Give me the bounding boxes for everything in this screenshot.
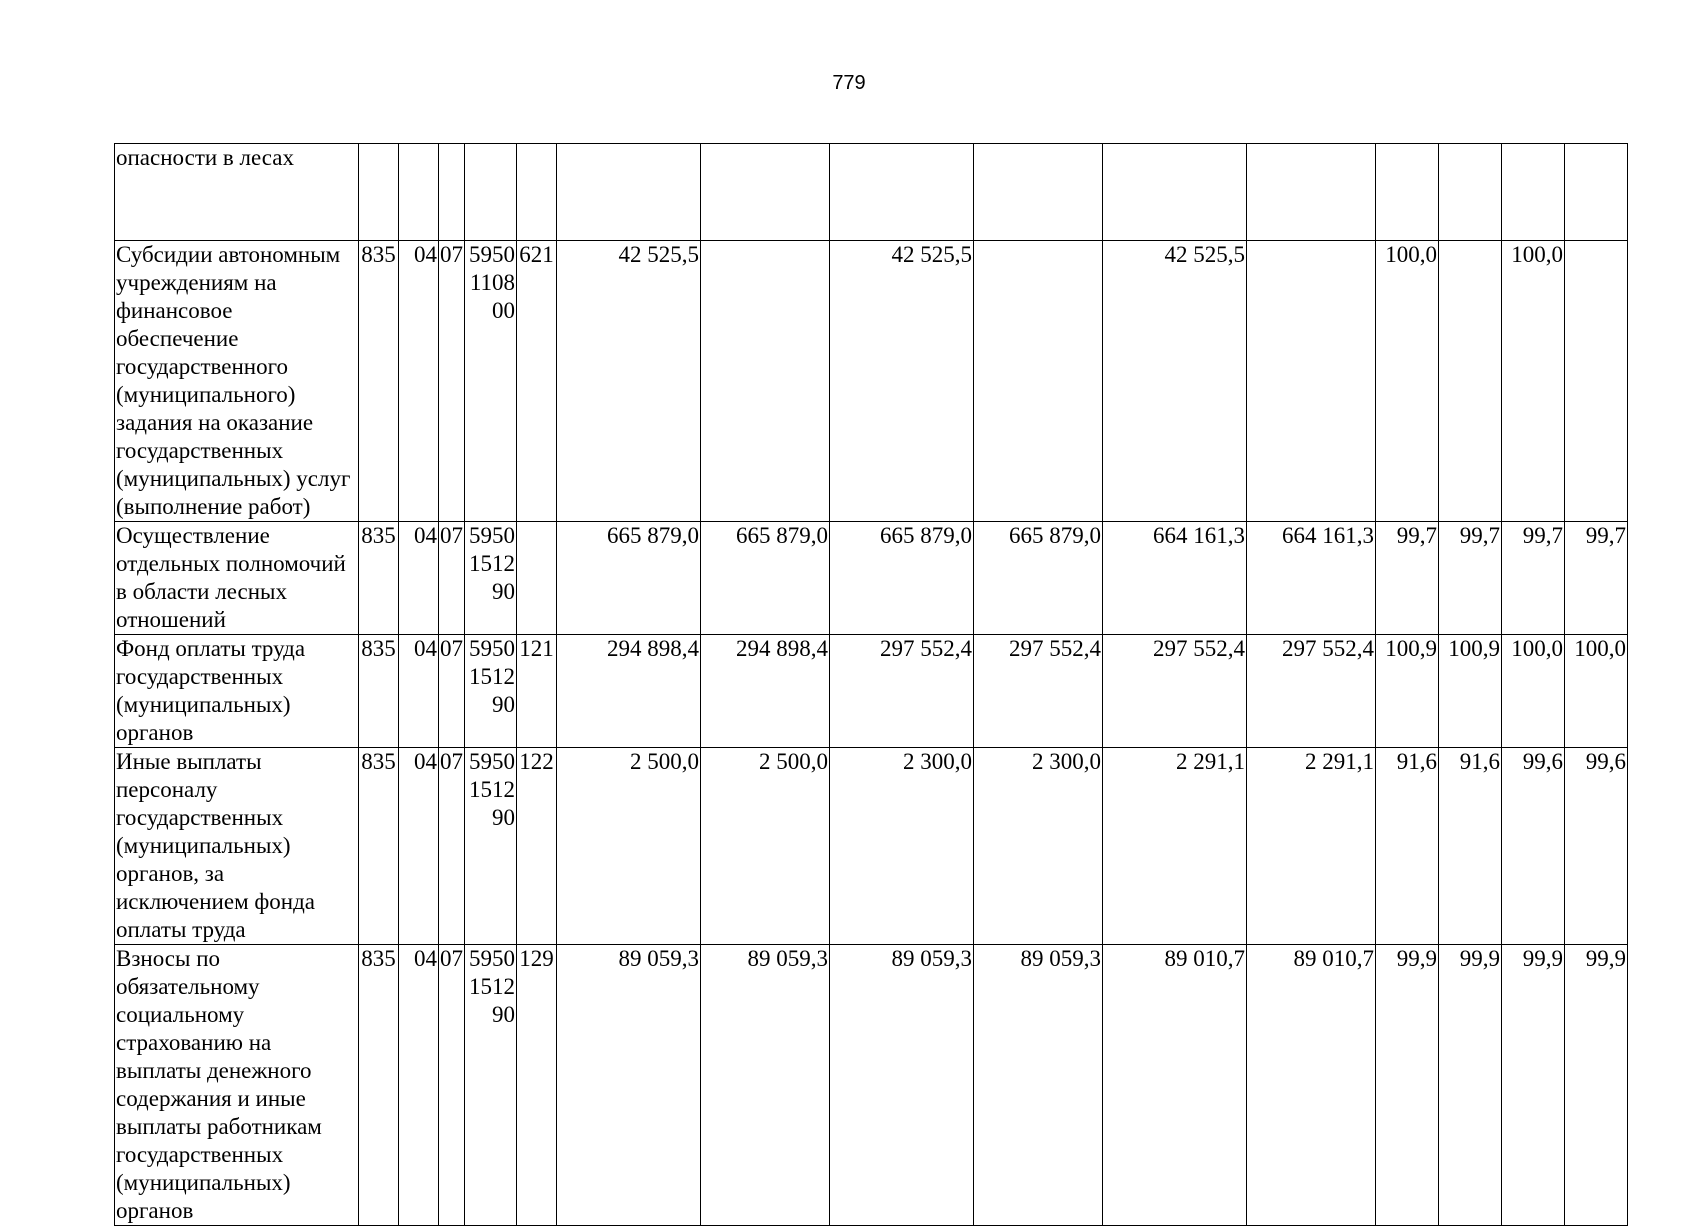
percent-cell: 99,6 [1502, 748, 1565, 945]
percent-cell: 100,9 [1376, 635, 1439, 748]
percent-cell: 99,7 [1439, 522, 1502, 635]
amount-cell: 89 059,3 [830, 945, 974, 1226]
target-article-line: 5950 [469, 749, 515, 774]
amount-cell: 42 525,5 [557, 241, 701, 522]
percent-cell [1565, 241, 1628, 522]
subsection-code: 07 [439, 945, 465, 1226]
section-code [399, 144, 439, 241]
target-article-code [465, 522, 517, 635]
amount-cell: 42 525,5 [1103, 241, 1247, 522]
amount-cell: 297 552,4 [830, 635, 974, 748]
amount-cell [974, 144, 1103, 241]
amount-cell: 664 161,3 [1103, 522, 1247, 635]
percent-cell: 100,0 [1502, 635, 1565, 748]
percent-cell: 99,7 [1502, 522, 1565, 635]
percent-cell: 91,6 [1439, 748, 1502, 945]
grbs-code: 835 [359, 748, 399, 945]
amount-cell: 2 300,0 [830, 748, 974, 945]
percent-cell [1439, 241, 1502, 522]
expense-type-code: 121 [517, 635, 557, 748]
target-article-line: 90 [492, 805, 515, 830]
amount-cell: 89 059,3 [974, 945, 1103, 1226]
table-row [115, 945, 1628, 1226]
percent-cell [1439, 144, 1502, 241]
target-article-line: 00 [492, 298, 515, 323]
amount-cell: 89 010,7 [1247, 945, 1376, 1226]
row-name: Субсидии автономным учреждениям на финансовое обеспечение государственного (муниципального) задания на оказание государственных (муниципальных) услуг (выполнение работ) [115, 241, 359, 522]
table-row [115, 748, 1628, 945]
amount-cell: 297 552,4 [974, 635, 1103, 748]
amount-cell: 89 059,3 [701, 945, 830, 1226]
page-number: 779 [832, 72, 866, 94]
section-code: 04 [399, 945, 439, 1226]
grbs-code: 835 [359, 522, 399, 635]
percent-cell: 99,6 [1565, 748, 1628, 945]
expense-type-code: 621 [517, 241, 557, 522]
amount-cell: 294 898,4 [557, 635, 701, 748]
target-article-line: 5950 [469, 636, 515, 661]
amount-cell [701, 241, 830, 522]
amount-cell [1247, 144, 1376, 241]
percent-cell: 99,9 [1502, 945, 1565, 1226]
percent-cell: 100,0 [1502, 241, 1565, 522]
subsection-code [439, 144, 465, 241]
percent-cell: 100,0 [1565, 635, 1628, 748]
amount-cell: 297 552,4 [1247, 635, 1376, 748]
table-row [115, 522, 1628, 635]
amount-cell: 2 291,1 [1247, 748, 1376, 945]
grbs-code: 835 [359, 241, 399, 522]
target-article-line: 1108 [469, 270, 515, 295]
amount-cell: 665 879,0 [701, 522, 830, 635]
subsection-code: 07 [439, 522, 465, 635]
expense-type-code: 122 [517, 748, 557, 945]
amount-cell: 89 059,3 [557, 945, 701, 1226]
amount-cell: 294 898,4 [701, 635, 830, 748]
subsection-code: 07 [439, 748, 465, 945]
amount-cell: 2 500,0 [701, 748, 830, 945]
percent-cell [1376, 144, 1439, 241]
amount-cell [701, 144, 830, 241]
section-code: 04 [399, 748, 439, 945]
subsection-code: 07 [439, 241, 465, 522]
target-article-code [465, 945, 517, 1226]
percent-cell: 100,0 [1376, 241, 1439, 522]
row-name: опасности в лесах [115, 144, 359, 241]
target-article-line: 1512 [469, 664, 515, 689]
section-code: 04 [399, 635, 439, 748]
target-article-line: 1512 [469, 551, 515, 576]
amount-cell: 89 010,7 [1103, 945, 1247, 1226]
amount-cell: 42 525,5 [830, 241, 974, 522]
amount-cell: 665 879,0 [830, 522, 974, 635]
row-name: Осуществление отдельных полномочий в области лесных отношений [115, 522, 359, 635]
target-article-code [465, 144, 517, 241]
expense-type-code [517, 144, 557, 241]
amount-cell: 665 879,0 [557, 522, 701, 635]
percent-cell: 99,9 [1439, 945, 1502, 1226]
grbs-code: 835 [359, 945, 399, 1226]
target-article-code [465, 241, 517, 522]
target-article-code [465, 635, 517, 748]
amount-cell: 665 879,0 [974, 522, 1103, 635]
percent-cell: 100,9 [1439, 635, 1502, 748]
amount-cell [557, 144, 701, 241]
percent-cell: 99,9 [1376, 945, 1439, 1226]
row-name: Фонд оплаты труда государственных (муниципальных) органов [115, 635, 359, 748]
amount-cell: 2 291,1 [1103, 748, 1247, 945]
target-article-line: 5950 [469, 523, 515, 548]
amount-cell [830, 144, 974, 241]
percent-cell: 91,6 [1376, 748, 1439, 945]
grbs-code [359, 144, 399, 241]
amount-cell: 2 500,0 [557, 748, 701, 945]
budget-table [114, 143, 1628, 1226]
percent-cell: 99,7 [1376, 522, 1439, 635]
expense-type-code [517, 522, 557, 635]
table-row [115, 241, 1628, 522]
percent-cell: 99,7 [1565, 522, 1628, 635]
row-name: Взносы по обязательному социальному страхованию на выплаты денежного содержания и иные выплаты работникам государственных (муниципальных) органов [115, 945, 359, 1226]
target-article-line: 5950 [469, 242, 515, 267]
target-article-line: 90 [492, 1002, 515, 1027]
percent-cell: 99,9 [1565, 945, 1628, 1226]
target-article-line: 1512 [469, 974, 515, 999]
percent-cell [1565, 144, 1628, 241]
target-article-line: 5950 [469, 946, 515, 971]
row-name: Иные выплаты персоналу государственных (муниципальных) органов, за исключением фонда оплаты труда [115, 748, 359, 945]
expense-type-code: 129 [517, 945, 557, 1226]
amount-cell [1247, 241, 1376, 522]
section-code: 04 [399, 522, 439, 635]
percent-cell [1502, 144, 1565, 241]
amount-cell: 664 161,3 [1247, 522, 1376, 635]
target-article-line: 90 [492, 579, 515, 604]
amount-cell [974, 241, 1103, 522]
target-article-line: 1512 [469, 777, 515, 802]
target-article-code [465, 748, 517, 945]
target-article-line: 90 [492, 692, 515, 717]
amount-cell: 297 552,4 [1103, 635, 1247, 748]
subsection-code: 07 [439, 635, 465, 748]
grbs-code: 835 [359, 635, 399, 748]
table-row [115, 144, 1628, 241]
amount-cell [1103, 144, 1247, 241]
table-row [115, 635, 1628, 748]
amount-cell: 2 300,0 [974, 748, 1103, 945]
section-code: 04 [399, 241, 439, 522]
